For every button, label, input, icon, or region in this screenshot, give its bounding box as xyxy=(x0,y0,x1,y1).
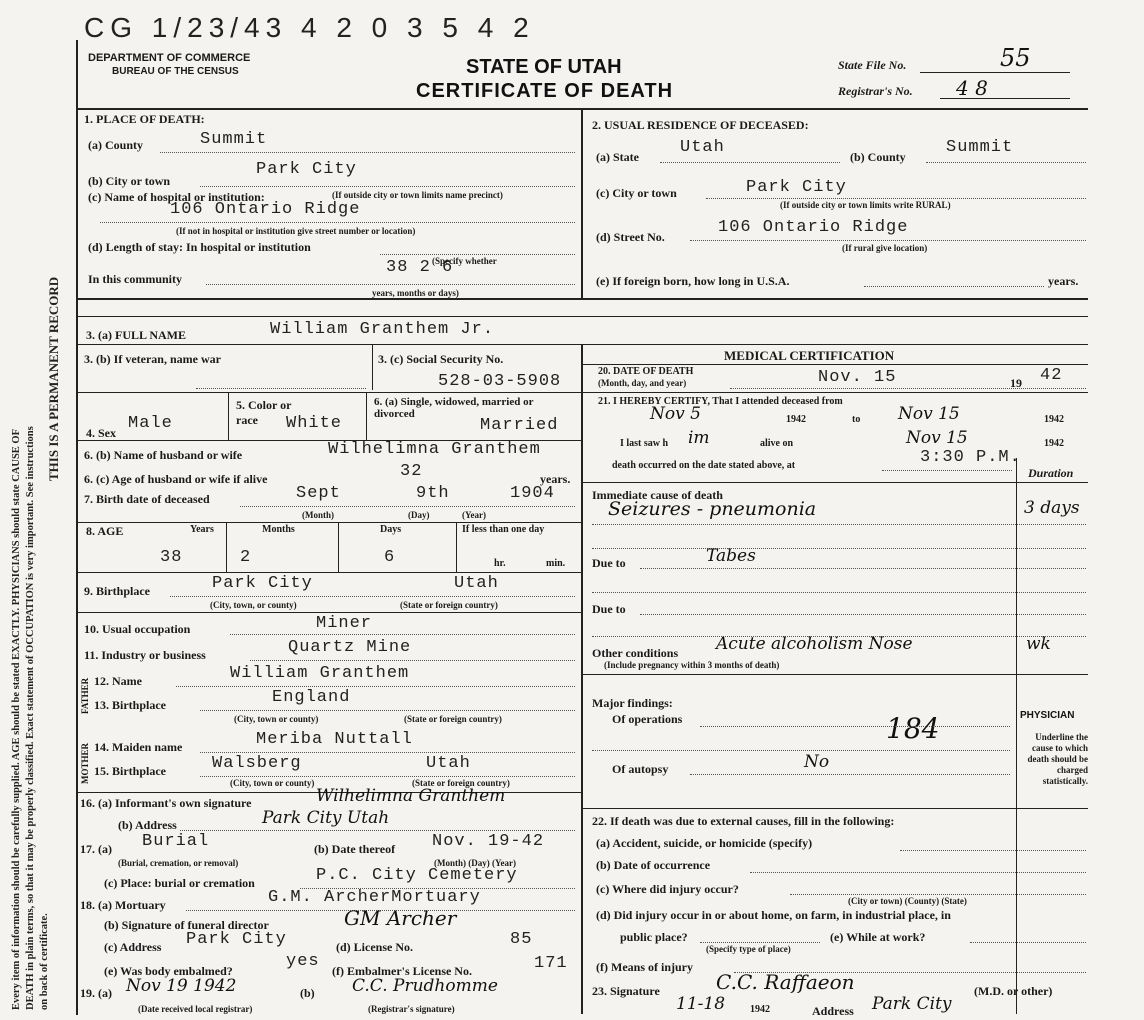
birth-month-sub: (Month) xyxy=(302,510,334,520)
res-city-label: (c) City or town xyxy=(596,186,677,200)
pod-county: Summit xyxy=(200,130,268,149)
res-county-label: (b) County xyxy=(850,150,906,164)
other-conditions: Acute alcoholism Nose xyxy=(716,634,913,654)
birthplace-state: Utah xyxy=(454,574,499,593)
mother-state-sub: (State or foreign country) xyxy=(412,778,510,788)
birth-year-sub: (Year) xyxy=(462,510,486,520)
attend-to: Nov 15 xyxy=(898,404,960,424)
registrar-label: Registrar's No. xyxy=(838,84,913,98)
duration-label: Duration xyxy=(1028,466,1074,480)
certify-label: 21. I HEREBY CERTIFY, That I attended deceased from xyxy=(598,396,843,407)
full-name-label: 3. (a) FULL NAME xyxy=(86,328,186,342)
res-years-label: years. xyxy=(1048,274,1079,288)
due1-label: Due to xyxy=(592,556,626,570)
external-d-label: (d) Did injury occur in or about home, on farm, in industrial place, in xyxy=(596,908,951,922)
age-less-label: If less than one day xyxy=(462,524,545,535)
father-name: William Granthem xyxy=(230,664,410,683)
burial-date-sub: (Month) (Day) (Year) xyxy=(434,858,516,868)
father-bp-label: 13. Birthplace xyxy=(94,698,166,712)
registrar-sub: (Registrar's signature) xyxy=(368,1004,455,1014)
received-label: 19. (a) xyxy=(80,986,112,1000)
res-street-sub: (If rural give location) xyxy=(842,243,928,253)
spouse: Wilhelimna Granthem xyxy=(328,440,541,459)
director-sig: GM Archer xyxy=(344,906,457,930)
autopsy-label: Of autopsy xyxy=(612,762,669,776)
full-name: William Granthem Jr. xyxy=(270,320,495,339)
mother-name: Meriba Nuttall xyxy=(256,730,413,749)
operations: 184 xyxy=(886,712,940,745)
pod-community-label: In this community xyxy=(88,272,183,286)
received: Nov 19 1942 xyxy=(126,976,237,996)
pod-community-value: 38 2 6 xyxy=(386,258,454,277)
res-state: Utah xyxy=(680,138,725,157)
birthplace-label: 9. Birthplace xyxy=(84,584,150,598)
industry-label: 11. Industry or business xyxy=(84,648,206,662)
immediate-cause: Seizures - pneumonia xyxy=(608,498,817,520)
informant-sig-label: 16. (a) Informant's own signature xyxy=(80,796,252,810)
alive-label: alive on xyxy=(760,438,794,449)
industry: Quartz Mine xyxy=(288,638,412,657)
license: 85 xyxy=(510,930,533,949)
spouse-age: 32 xyxy=(400,462,423,481)
address-label: (c) Address xyxy=(104,940,162,954)
mother-bp-city: Walsberg xyxy=(212,754,302,773)
last-saw: im xyxy=(688,428,710,448)
file-stamp: CG 1/23/43 4 2 0 3 5 4 2 xyxy=(84,12,535,43)
pod-specify: (Specify whether xyxy=(432,256,497,266)
age-months-label: Months xyxy=(262,524,295,535)
dod: Nov. 15 xyxy=(818,368,897,387)
attend-from-year: 1942 xyxy=(786,414,806,425)
veteran-label: 3. (b) If veteran, name war xyxy=(84,352,221,366)
embalmer-label: (f) Embalmer's License No. xyxy=(332,964,472,978)
external-c-sub: (City or town) (County) (State) xyxy=(848,896,967,906)
age-days: 6 xyxy=(384,548,396,567)
sidebar-instructions xyxy=(8,120,70,1010)
res-county: Summit xyxy=(946,138,1014,157)
state-file-label: State File No. xyxy=(838,58,907,72)
birth-month: Sept xyxy=(296,484,341,503)
sig-address: Park City xyxy=(872,994,952,1014)
other-sub: (Include pregnancy within 3 months of death) xyxy=(604,660,780,670)
external-c-label: (c) Where did injury occur? xyxy=(596,882,739,896)
other-label: Other conditions xyxy=(592,646,679,660)
age-min-label: min. xyxy=(546,558,566,569)
mortuary: G.M. ArcherMortuary xyxy=(268,888,481,907)
external-e-label: (e) While at work? xyxy=(830,930,926,944)
age-months: 2 xyxy=(240,548,252,567)
sidebar-perm xyxy=(10,120,61,481)
pod-hospital-label: (c) Name of hospital or institution: xyxy=(88,190,265,204)
director-label: (b) Signature of funeral director xyxy=(104,918,269,932)
informant-sig: Wilhelimna Granthem xyxy=(316,786,506,806)
res-city-sub: (If outside city or town limits write RURAL) xyxy=(780,200,951,210)
external-d-label2: public place? xyxy=(620,930,688,944)
dod-year-prefix: 19 xyxy=(1010,376,1022,390)
attend-to-label: to xyxy=(852,414,861,425)
birthplace-city-sub: (City, town, or county) xyxy=(210,600,297,610)
title-line2: CERTIFICATE OF DEATH xyxy=(416,80,674,102)
res-foreign-label: (e) If foreign born, how long in U.S.A. xyxy=(596,274,790,288)
burial-sub: (Burial, cremation, or removal) xyxy=(118,858,239,868)
pod-stay-sub: years, months or days) xyxy=(372,288,459,298)
signature-label: 23. Signature xyxy=(592,984,660,998)
registrar-sig-label: (b) xyxy=(300,986,315,1000)
state-file-value: 55 xyxy=(1000,44,1031,72)
sidebar-line-2: DEATH in plain terms, so that it may be properly classified. Exact statement of OCCUPATION is very important. See instructions xyxy=(25,426,36,1010)
physician-note: Underline the cause to which death should be charged statistically. xyxy=(1027,732,1088,786)
birth-day-sub: (Day) xyxy=(408,510,430,520)
spouse-age-label: 6. (c) Age of husband or wife if alive xyxy=(84,472,268,486)
major-label: Major findings: xyxy=(592,696,673,710)
spouse-label: 6. (b) Name of husband or wife xyxy=(84,448,243,462)
occupation-label: 10. Usual occupation xyxy=(84,622,191,636)
color: White xyxy=(286,414,343,433)
res-city: Park City xyxy=(746,178,847,197)
place-label: (c) Place: burial or cremation xyxy=(104,876,255,890)
age-years-label: Years xyxy=(190,524,214,535)
res-state-label: (a) State xyxy=(596,150,639,164)
alive-year: 1942 xyxy=(1044,438,1064,449)
physician-tag: PHYSICIAN xyxy=(1020,710,1075,721)
pod-city: Park City xyxy=(256,160,357,179)
embalmer: 171 xyxy=(534,954,568,973)
external-b-label: (b) Date of occurrence xyxy=(596,858,711,872)
external-f-label: (f) Means of injury xyxy=(596,960,693,974)
dept-line2: BUREAU OF THE CENSUS xyxy=(112,66,239,77)
medical-heading: MEDICAL CERTIFICATION xyxy=(724,348,895,363)
birth-day: 9th xyxy=(416,484,450,503)
ss-value: 528-03-5908 xyxy=(438,372,562,391)
spouse-age-unit: years. xyxy=(540,472,571,486)
marital-label: 6. (a) Single, widowed, married or divorced xyxy=(374,396,534,420)
pod-county-label: (a) County xyxy=(88,138,144,152)
operations-label: Of operations xyxy=(612,712,683,726)
place: P.C. City Cemetery xyxy=(316,866,518,885)
embalmed-label: (e) Was body embalmed? xyxy=(104,964,233,978)
father-state-sub: (State or foreign country) xyxy=(404,714,502,724)
burial-date: Nov. 19-42 xyxy=(432,832,545,851)
burial-date-label: (b) Date thereof xyxy=(314,842,396,856)
mortuary-label: 18. (a) Mortuary xyxy=(80,898,166,912)
res-street-label: (d) Street No. xyxy=(596,230,665,244)
age-label: 8. AGE xyxy=(86,524,124,538)
permanent-record-text: THIS IS A PERMANENT RECORD xyxy=(46,276,61,481)
occurred-label: death occurred on the date stated above, at xyxy=(612,460,796,471)
due2-label: Due to xyxy=(592,602,626,616)
occupation: Miner xyxy=(316,614,373,633)
autopsy: No xyxy=(804,752,830,772)
immediate-duration: 3 days xyxy=(1024,498,1080,518)
sex-label: 4. Sex xyxy=(86,426,116,440)
external-d-sub: (Specify type of place) xyxy=(706,944,791,954)
registrar-value: 4 8 xyxy=(956,76,988,100)
birthplace-state-sub: (State or foreign country) xyxy=(400,600,498,610)
birthplace-city: Park City xyxy=(212,574,313,593)
other-duration: wk xyxy=(1026,634,1051,654)
death-time: 3:30 P.M. xyxy=(920,448,1021,467)
informant-addr-label: (b) Address xyxy=(118,818,177,832)
sex: Male xyxy=(128,414,173,433)
sidebar-line-1: Every item of information should be carefully supplied. AGE should be stated EXACTLY. PHYSICIANS should state CAUSE OF xyxy=(11,429,22,1010)
mother-city-sub: (City, town or county) xyxy=(230,778,315,788)
birth-label: 7. Birth date of deceased xyxy=(84,492,210,506)
mother-tag: MOTHER xyxy=(80,742,90,784)
sig-date: 11-18 xyxy=(676,994,726,1014)
embalmed: yes xyxy=(286,952,320,971)
res-street: 106 Ontario Ridge xyxy=(718,218,909,237)
dod-year: 42 xyxy=(1040,366,1063,385)
external-heading: 22. If death was due to external causes, fill in the following: xyxy=(592,814,895,828)
due1: Tabes xyxy=(706,546,756,566)
mother-bp-label: 15. Birthplace xyxy=(94,764,166,778)
res-heading: 2. USUAL RESIDENCE OF DECEASED: xyxy=(592,118,809,132)
sig-address-label: Address xyxy=(812,1004,854,1018)
father-city-sub: (City, town or county) xyxy=(234,714,319,724)
mother-name-label: 14. Maiden name xyxy=(94,740,183,754)
informant-addr: Park City Utah xyxy=(262,808,390,828)
pod-heading: 1. PLACE OF DEATH: xyxy=(84,112,205,126)
father-tag: FATHER xyxy=(80,677,90,714)
pod-hospital-sub: (If not in hospital or institution give street number or location) xyxy=(176,226,416,236)
pod-city-label: (b) City or town xyxy=(88,174,171,188)
marital: Married xyxy=(480,416,559,435)
mother-bp-state: Utah xyxy=(426,754,471,773)
age-hr-label: hr. xyxy=(494,558,506,569)
age-days-label: Days xyxy=(380,524,402,535)
father-bp: England xyxy=(272,688,351,707)
received-sub: (Date received local registrar) xyxy=(138,1004,253,1014)
title-line1: STATE OF UTAH xyxy=(466,56,622,78)
burial-label: 17. (a) xyxy=(80,842,112,856)
birth-year: 1904 xyxy=(510,484,555,503)
sidebar-line-3: on back of certificate. xyxy=(39,913,50,1010)
dod-label: 20. DATE OF DEATH xyxy=(598,366,694,377)
father-name-label: 12. Name xyxy=(94,674,142,688)
pod-stay-label: (d) Length of stay: In hospital or institution xyxy=(88,240,311,254)
attend-from: Nov 5 xyxy=(650,404,701,424)
pod-hospital-note: (If outside city or town limits name precinct) xyxy=(332,190,503,200)
attend-to-year: 1942 xyxy=(1044,414,1064,425)
pod-hospital: 106 Ontario Ridge xyxy=(170,200,361,219)
color-label: 5. Color or race xyxy=(236,398,292,427)
ss-label: 3. (c) Social Security No. xyxy=(378,352,504,366)
alive-date: Nov 15 xyxy=(906,428,968,448)
physician-sig: C.C. Raffaeon xyxy=(716,970,855,994)
md-label: (M.D. or other) xyxy=(974,984,1053,998)
external-a-label: (a) Accident, suicide, or homicide (specify) xyxy=(596,836,813,850)
registrar-sig: C.C. Prudhomme xyxy=(352,976,498,996)
age-years: 38 xyxy=(160,548,183,567)
sig-date-year: 1942 xyxy=(750,1004,770,1015)
immediate-label: Immediate cause of death xyxy=(592,488,723,502)
dod-sub: (Month, day, and year) xyxy=(598,378,687,388)
last-saw-label: I last saw h xyxy=(620,438,669,449)
address: Park City xyxy=(186,930,287,949)
burial: Burial xyxy=(142,832,210,851)
license-label: (d) License No. xyxy=(336,940,413,954)
dept-line1: DEPARTMENT OF COMMERCE xyxy=(88,52,251,64)
